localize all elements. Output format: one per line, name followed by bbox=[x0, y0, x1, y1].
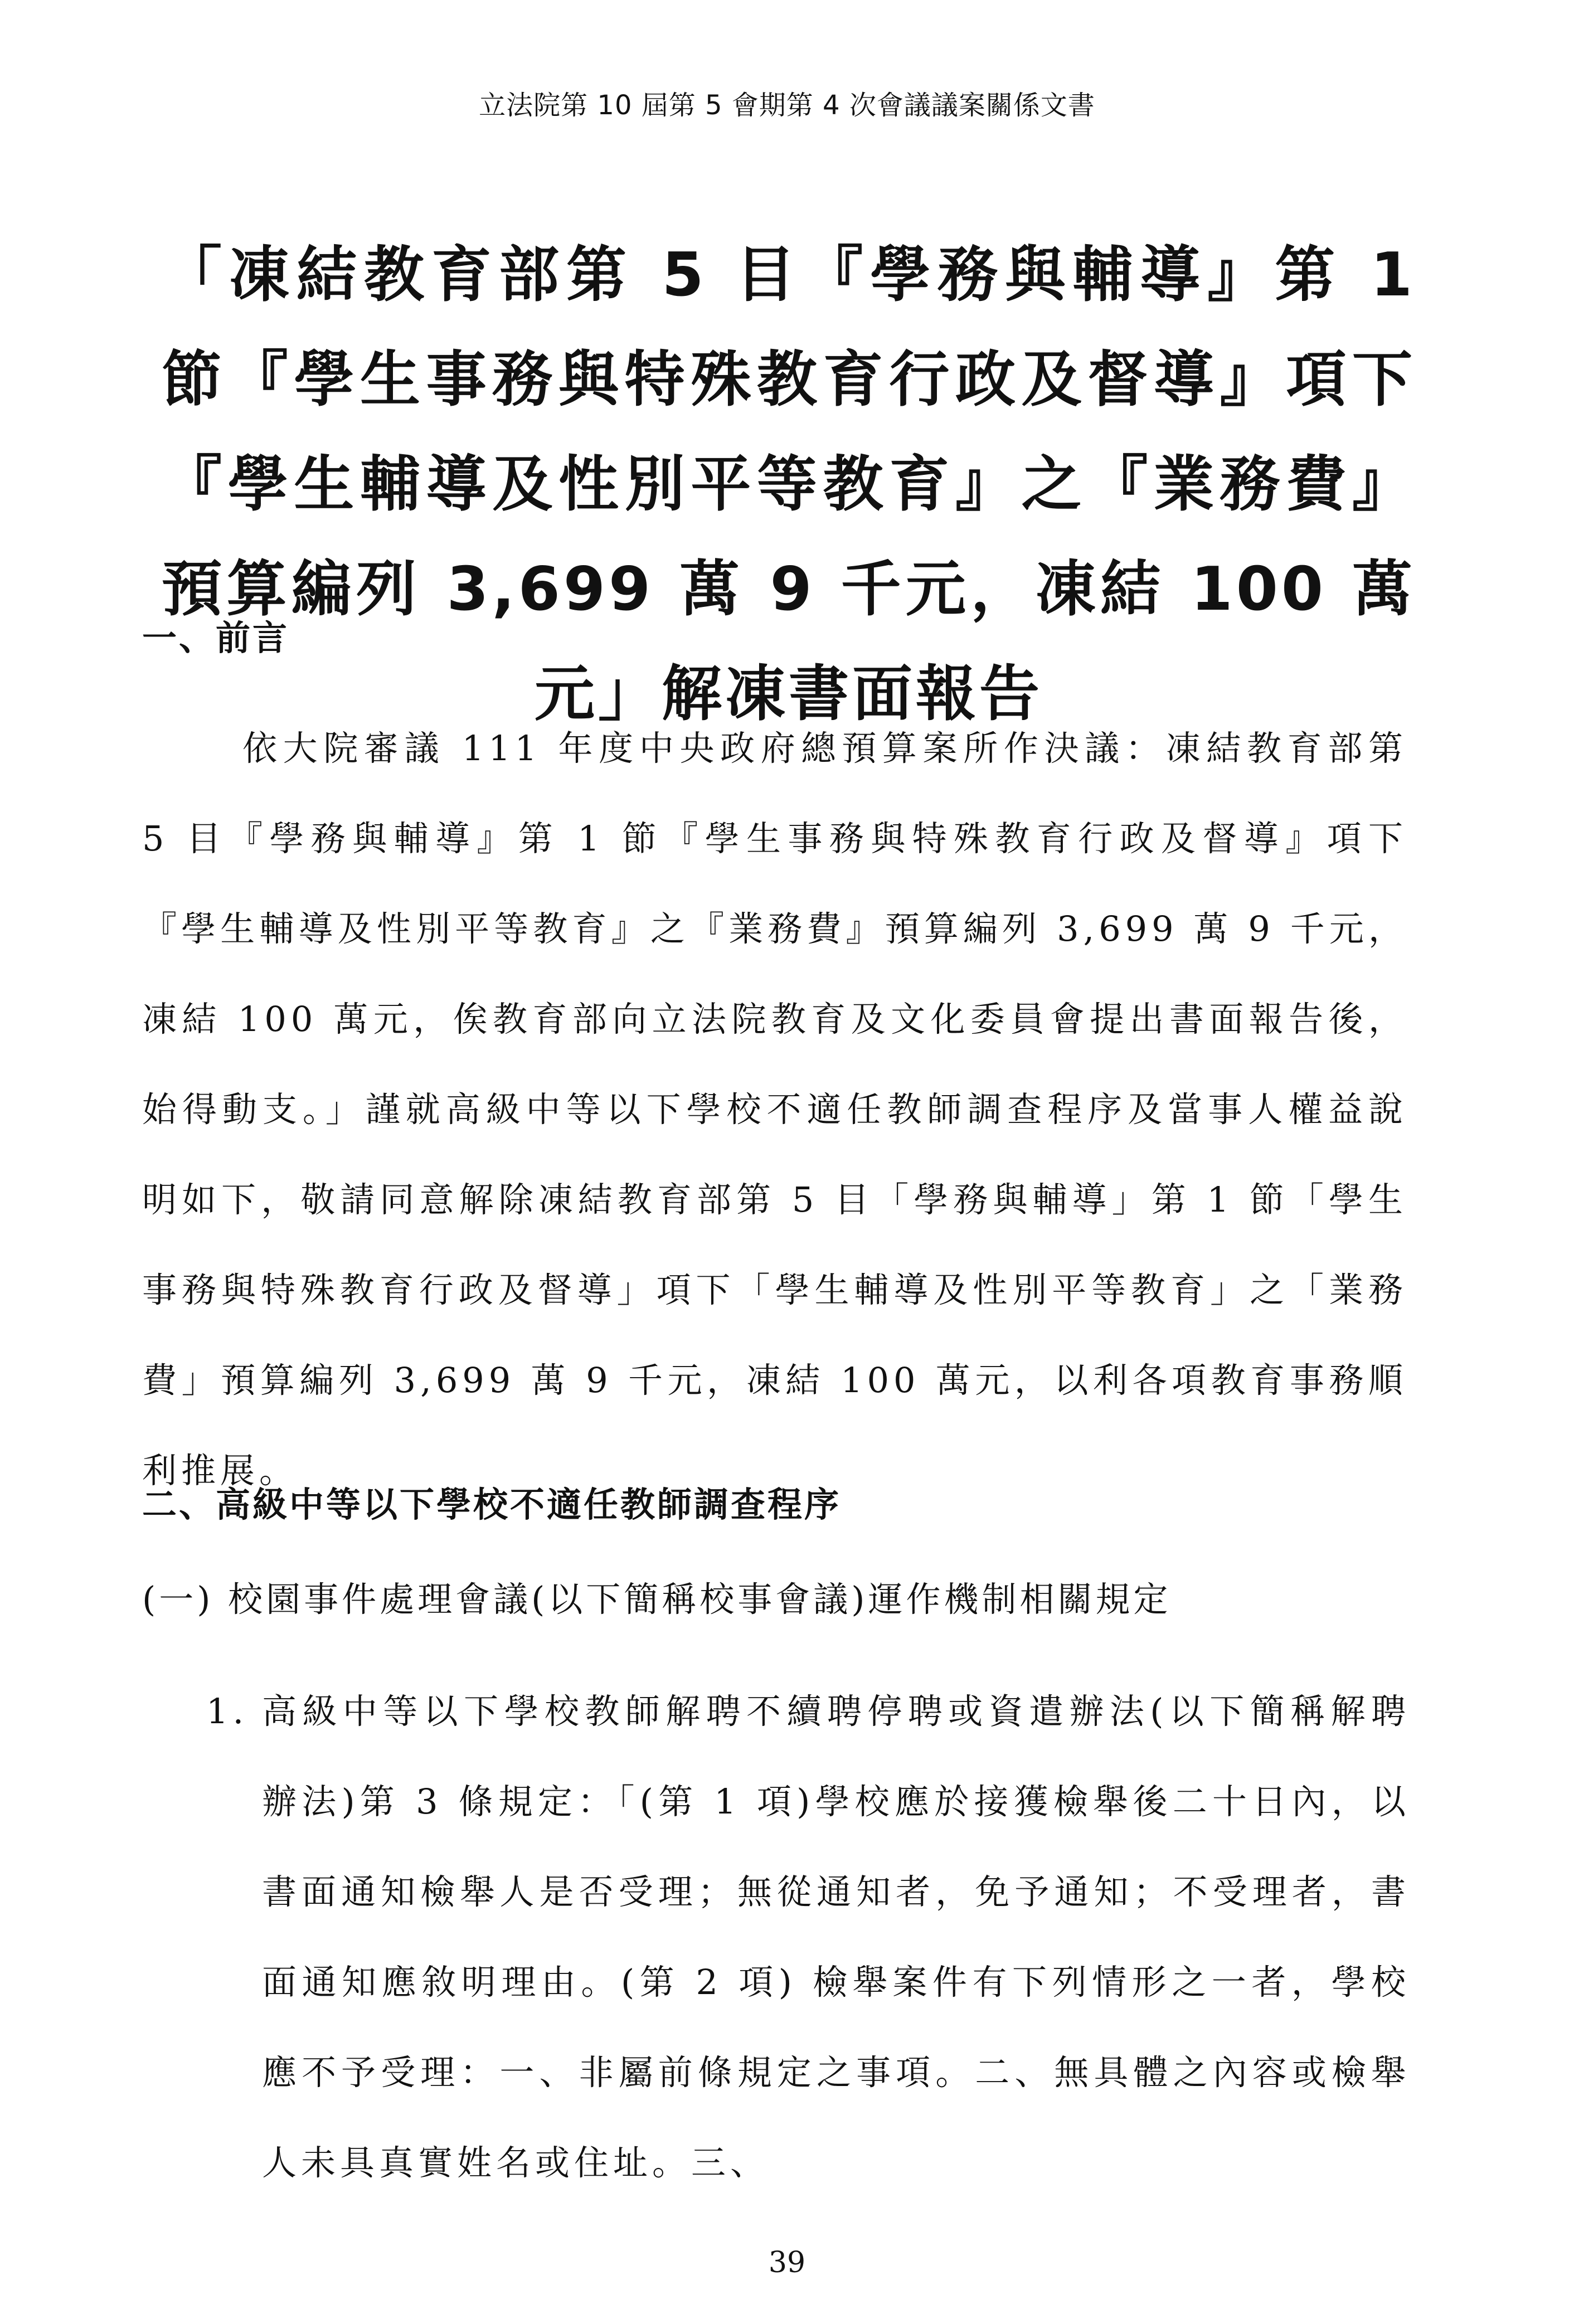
subsection-heading-campus-meeting: (一) 校園事件處理會議(以下簡稱校事會議)運作機制相關規定 bbox=[142, 1579, 1172, 1620]
introduction-paragraph: 依大院審議 111 年度中央政府總預算案所作決議：凍結教育部第 5 目『學務與輔導』第 1 節『學生事務與特殊教育行政及督導』項下『學生輔導及性別平等教育』之『業務費』預算編列 3,699 萬 9 千元，凍結 100 萬元，俟教育部向立法院教育及文化委員會提出書面報告後，始得動支。」謹就高級中等以下學校不適任教師調查程序及當事人權益說明如下，敬請同意解除凍結教育部第 5 目「學務與輔導」第 1 節「學生事務與特殊教育行政及督導」項下「學生輔導及性別平等教育」之「業務費」預算編列 3,699 萬 9 千元，凍結 100 萬元，以利各項教育事務順利推展。 bbox=[142, 728, 1407, 1491]
section-heading-introduction: 一、前言 bbox=[142, 618, 290, 658]
running-header: 立法院第 10 屆第 5 會期第 4 次會議議案關係文書 bbox=[479, 90, 1095, 121]
list-item-number: 1. bbox=[206, 1691, 249, 1732]
section-heading-investigation-procedure: 二、高級中等以下學校不適任教師調查程序 bbox=[142, 1484, 842, 1525]
list-item-text: 高級中等以下學校教師解聘不續聘停聘或資遣辦法(以下簡稱解聘辦法)第 3 條規定：「(第 1 項)學校應於接獲檢舉後二十日內，以書面通知檢舉人是否受理；無從通知者，免予通知；不受理者，書面通知應敘明理由。(第 2 項) 檢舉案件有下列情形之一者，學校應不予受理：一、非屬前條規定之事項。二、無具體之內容或檢舉人未具真實姓名或住址。三、 bbox=[262, 1691, 1410, 2183]
list-item bbox=[206, 1666, 1410, 2208]
document-title: 「凍結教育部第 5 目『學務與輔導』第 1 節『學生事務與特殊教育行政及督導』項下『學生輔導及性別平等教育』之『業務費』預算編列 3,699 萬 9 千元，凍結 100 萬元」解凍書面報告 bbox=[162, 240, 1416, 729]
page-number: 39 bbox=[768, 2246, 806, 2279]
